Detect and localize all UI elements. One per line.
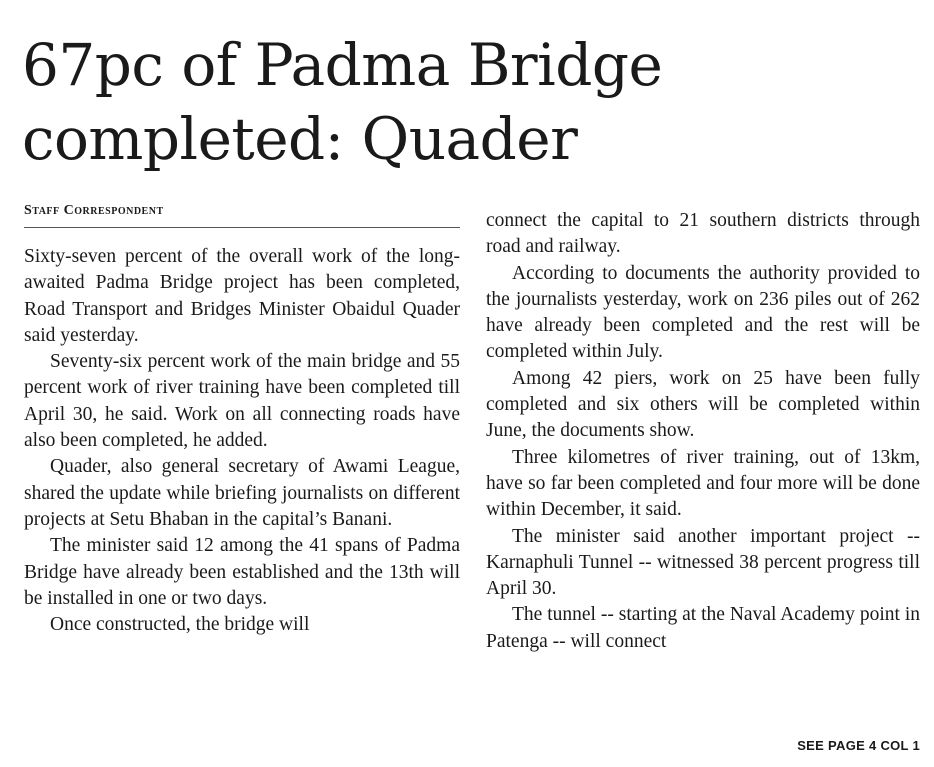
paragraph: connect the capital to 21 southern districts through road and railway. [486,210,920,258]
headline: 67pc of Padma Bridge completed: Quader [22,31,663,173]
paragraph: The minister said 12 among the 41 spans of Padma Bridge have already been established and the 13th will be installed in one or two days. [24,535,460,609]
paragraph: Among 42 piers, work on 25 have been fully completed and six others will be completed within June, the documents show. [486,367,920,442]
paragraph: According to documents the authority provided to the journalists yesterday, work on 236 piles out of 262 have already been completed and the rest will be completed within July. [486,262,920,363]
article-column-left [24,244,460,638]
paragraph: Three kilometres of river training, out of 13km, have so far been completed and four more will be done within December, it said. [486,446,920,521]
paragraph: The minister said another important project -- Karnaphuli Tunnel -- witnessed 38 percent progress till April 30. [486,525,920,600]
paragraph: Once constructed, the bridge will [50,614,310,636]
paragraph: The tunnel -- starting at the Naval Academy point in Patenga -- will connect [486,604,920,652]
paragraph: Quader, also general secretary of Awami League, shared the update while briefing journalists on different projects at Setu Bhaban in the capital’s Banani. [24,456,460,530]
byline: Staff Correspondent [24,203,460,228]
article-column-right [486,208,920,655]
continuation-jump-line: SEE PAGE 4 COL 1 [797,738,920,753]
paragraph: Seventy-six percent work of the main bridge and 55 percent work of river training have been completed till April 30, he said. Work on all connecting roads have also been completed, he added. [24,351,460,452]
paragraph: Sixty-seven percent of the overall work of the long-awaited Padma Bridge project has been completed, Road Transport and Bridges Minister Obaidul Quader said yesterday. [24,246,460,346]
